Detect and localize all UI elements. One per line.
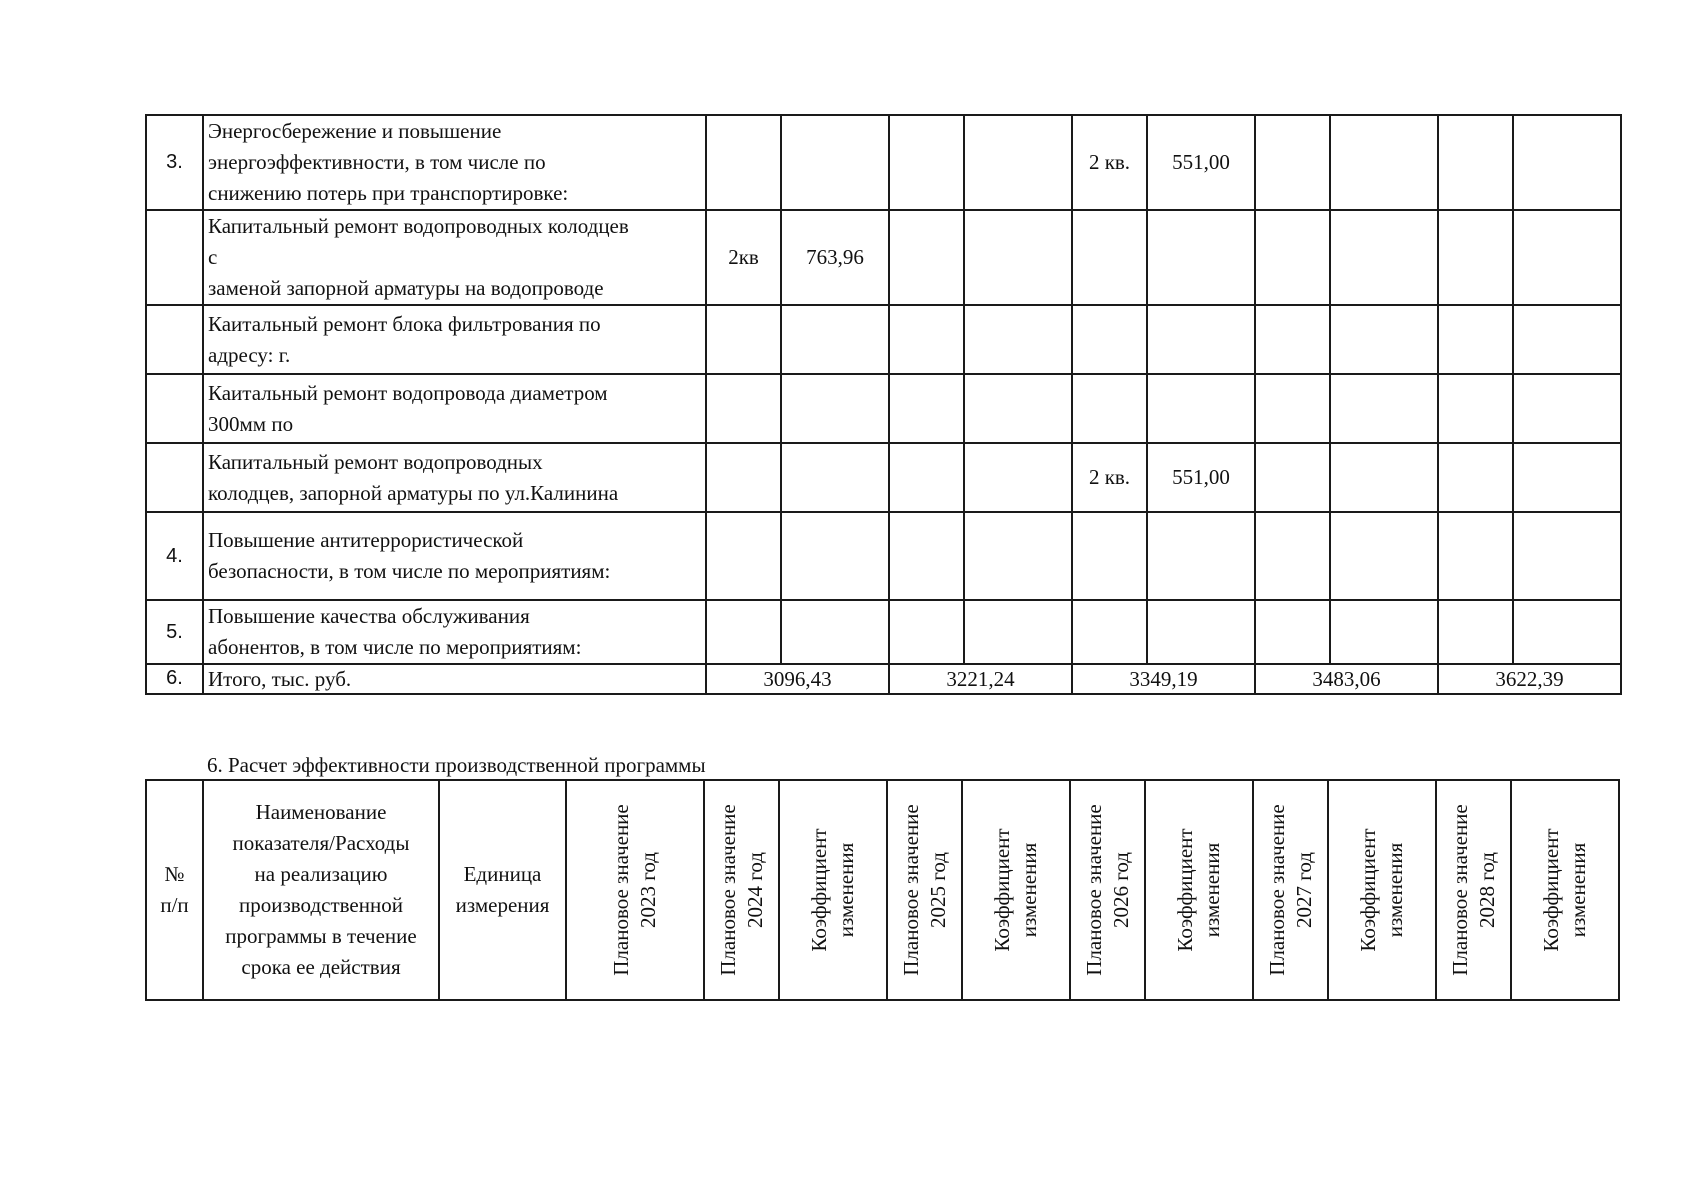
header-coef-2	[962, 780, 1070, 1000]
amount-cell-2025	[964, 443, 1072, 512]
measures-table	[145, 114, 1622, 695]
efficiency-table	[145, 779, 1620, 1001]
amount-cell-2027	[1330, 374, 1438, 443]
total-2027: 3483,06	[1255, 664, 1438, 694]
row-number	[146, 443, 203, 512]
amount-cell-2024	[781, 115, 889, 210]
quarter-cell-2026	[1072, 210, 1147, 305]
amount-cell-2024	[781, 374, 889, 443]
table-row	[146, 115, 1621, 210]
header-indicator-name-text: Наименование показателя/Расходы на реализацию производственной программы в течение срока ее действия	[225, 800, 417, 979]
header-plan-2026	[1070, 780, 1145, 1000]
amount-cell-2024	[781, 443, 889, 512]
quarter-cell-2024	[706, 600, 781, 664]
quarter-cell-2027	[1255, 512, 1330, 600]
quarter-cell-2025	[889, 115, 964, 210]
table-row	[146, 374, 1621, 443]
header-plan-2025	[887, 780, 962, 1000]
quarter-cell-2026	[1072, 374, 1147, 443]
amount-cell-2026	[1147, 512, 1255, 600]
quarter-cell-2027	[1255, 305, 1330, 374]
quarter-cell-2026	[1072, 305, 1147, 374]
header-coef-5	[1511, 780, 1619, 1000]
amount-cell-2026	[1147, 374, 1255, 443]
quarter-cell-2028	[1438, 443, 1513, 512]
row-number: 6.	[146, 664, 203, 694]
amount-cell-2025	[964, 305, 1072, 374]
header-number-text: № п/п	[160, 862, 189, 917]
amount-cell-2026	[1147, 210, 1255, 305]
measure-name: Каитальный ремонт блока фильтрования по адресу: г.	[203, 305, 706, 374]
header-plan-2023-text: Плановое значение 2023 год	[609, 804, 660, 976]
total-row	[146, 664, 1621, 694]
header-plan-2028	[1436, 780, 1511, 1000]
table-row	[146, 512, 1621, 600]
amount-cell-2028	[1513, 512, 1621, 600]
quarter-cell-2027	[1255, 115, 1330, 210]
header-plan-2028-text: Плановое значение 2028 год	[1447, 804, 1499, 976]
row-number: 5.	[146, 600, 203, 664]
amount-cell-2026	[1147, 305, 1255, 374]
header-coef-1	[779, 780, 887, 1000]
amount-cell-2028	[1513, 443, 1621, 512]
quarter-cell-2024: 2кв	[706, 210, 781, 305]
quarter-cell-2027	[1255, 374, 1330, 443]
amount-cell-2024	[781, 512, 889, 600]
amount-cell-2027	[1330, 443, 1438, 512]
quarter-cell-2028	[1438, 512, 1513, 600]
amount-cell-2026: 551,00	[1147, 115, 1255, 210]
table-row	[146, 305, 1621, 374]
header-coef-4	[1328, 780, 1436, 1000]
quarter-cell-2026: 2 кв.	[1072, 115, 1147, 210]
quarter-cell-2028	[1438, 305, 1513, 374]
total-2026: 3349,19	[1072, 664, 1255, 694]
header-unit	[439, 780, 566, 1000]
quarter-cell-2027	[1255, 210, 1330, 305]
amount-cell-2026	[1147, 600, 1255, 664]
section-title: 6. Расчет эффективности производственной программы	[207, 753, 706, 777]
amount-cell-2025	[964, 210, 1072, 305]
amount-cell-2025	[964, 115, 1072, 210]
header-plan-2027-text: Плановое значение 2027 год	[1264, 804, 1316, 976]
quarter-cell-2028	[1438, 210, 1513, 305]
measure-name: Капитальный ремонт водопроводных колодцев, запорной арматуры по ул.Калинина	[203, 443, 706, 512]
quarter-cell-2028	[1438, 374, 1513, 443]
quarter-cell-2024	[706, 512, 781, 600]
row-number: 3.	[146, 115, 203, 210]
row-number: 4.	[146, 512, 203, 600]
quarter-cell-2024	[706, 374, 781, 443]
quarter-cell-2025	[889, 374, 964, 443]
header-unit-text: Единица измерения	[455, 862, 550, 917]
measure-name: Каитальный ремонт водопровода диаметром 300мм по	[203, 374, 706, 443]
header-coef-3-text: Коэффициент изменения	[1173, 828, 1224, 952]
row-number	[146, 374, 203, 443]
quarter-cell-2027	[1255, 600, 1330, 664]
amount-cell-2028	[1513, 600, 1621, 664]
header-coef-4-text: Коэффициент изменения	[1356, 828, 1407, 952]
amount-cell-2025	[964, 512, 1072, 600]
quarter-cell-2024	[706, 305, 781, 374]
table-row	[146, 443, 1621, 512]
table-row	[146, 600, 1621, 664]
amount-cell-2025	[964, 600, 1072, 664]
header-coef-5-text: Коэффициент изменения	[1539, 828, 1590, 952]
amount-cell-2028	[1513, 374, 1621, 443]
amount-cell-2024	[781, 600, 889, 664]
total-2028: 3622,39	[1438, 664, 1621, 694]
header-number	[146, 780, 203, 1000]
measure-name: Повышение качества обслуживания абонентов, в том числе по мероприятиям:	[203, 600, 706, 664]
amount-cell-2028	[1513, 115, 1621, 210]
header-row	[146, 780, 1619, 1000]
quarter-cell-2027	[1255, 443, 1330, 512]
quarter-cell-2026: 2 кв.	[1072, 443, 1147, 512]
header-plan-2023	[566, 780, 704, 1000]
amount-cell-2028	[1513, 210, 1621, 305]
amount-cell-2027	[1330, 115, 1438, 210]
amount-cell-2028	[1513, 305, 1621, 374]
amount-cell-2027	[1330, 210, 1438, 305]
header-plan-2024	[704, 780, 779, 1000]
table-row	[146, 210, 1621, 305]
measure-name: Энергосбережение и повышение энергоэффективности, в том числе по снижению потерь при транспортировке:	[203, 115, 706, 210]
header-coef-3	[1145, 780, 1253, 1000]
measures-table-body	[146, 115, 1621, 694]
quarter-cell-2024	[706, 115, 781, 210]
header-plan-2026-text: Плановое значение 2026 год	[1081, 804, 1133, 976]
quarter-cell-2025	[889, 305, 964, 374]
quarter-cell-2025	[889, 600, 964, 664]
amount-cell-2025	[964, 374, 1072, 443]
quarter-cell-2026	[1072, 600, 1147, 664]
amount-cell-2027	[1330, 512, 1438, 600]
header-plan-2024-text: Плановое значение 2024 год	[715, 804, 767, 976]
amount-cell-2024	[781, 305, 889, 374]
amount-cell-2024: 763,96	[781, 210, 889, 305]
header-coef-2-text: Коэффициент изменения	[990, 828, 1041, 952]
header-plan-2027	[1253, 780, 1328, 1000]
header-coef-1-text: Коэффициент изменения	[807, 828, 858, 952]
quarter-cell-2026	[1072, 512, 1147, 600]
quarter-cell-2025	[889, 210, 964, 305]
quarter-cell-2025	[889, 443, 964, 512]
amount-cell-2027	[1330, 305, 1438, 374]
header-indicator-name	[203, 780, 439, 1000]
quarter-cell-2028	[1438, 600, 1513, 664]
total-label: Итого, тыс. руб.	[203, 664, 706, 694]
total-2024: 3096,43	[706, 664, 889, 694]
header-plan-2025-text: Плановое значение 2025 год	[898, 804, 950, 976]
quarter-cell-2025	[889, 512, 964, 600]
row-number	[146, 210, 203, 305]
measure-name: Повышение антитеррористической безопасности, в том числе по мероприятиям:	[203, 512, 706, 600]
total-2025: 3221,24	[889, 664, 1072, 694]
amount-cell-2027	[1330, 600, 1438, 664]
measure-name: Капитальный ремонт водопроводных колодцев с заменой запорной арматуры на водопроводе	[203, 210, 706, 305]
quarter-cell-2024	[706, 443, 781, 512]
quarter-cell-2028	[1438, 115, 1513, 210]
amount-cell-2026: 551,00	[1147, 443, 1255, 512]
row-number	[146, 305, 203, 374]
